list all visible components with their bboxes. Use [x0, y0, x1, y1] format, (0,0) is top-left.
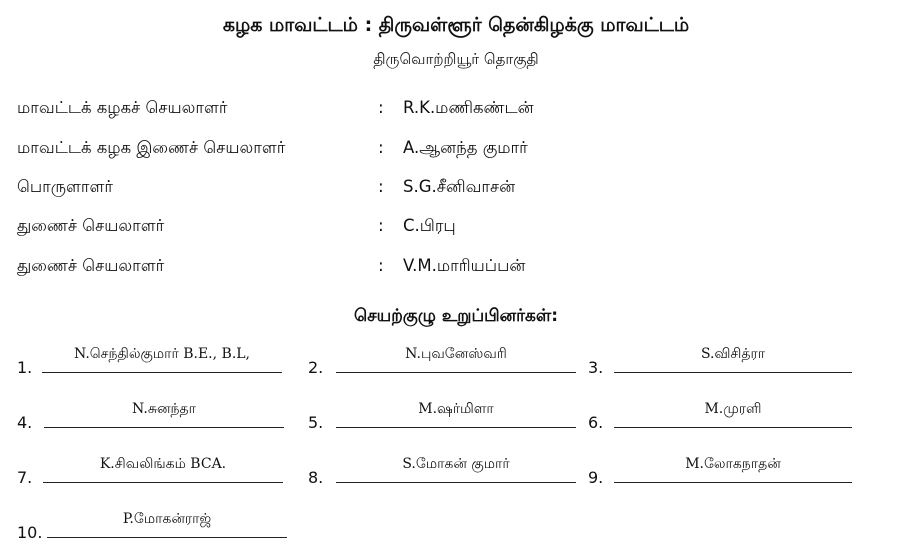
committee-member: [588, 398, 852, 432]
committee-member: [17, 508, 287, 542]
member-name-line: [43, 456, 283, 483]
member-number: 10.: [17, 523, 43, 542]
member-name: M.லோகநாதன்: [685, 456, 781, 472]
constituency-subtitle: திருவொற்றியூர் தொகுதி: [373, 50, 539, 68]
office-bearer-row: [17, 138, 897, 164]
office-bearer-colon: :: [378, 216, 384, 236]
committee-member: [17, 453, 283, 487]
member-name-line: [614, 456, 852, 483]
office-bearer-colon: :: [378, 138, 384, 158]
member-name-line: [47, 511, 287, 538]
member-name-line: [336, 456, 576, 483]
committee-member: [17, 398, 284, 432]
office-bearer-role: மாவட்டக் கழகச் செயலாளர்: [17, 98, 228, 117]
member-number: 4.: [17, 413, 33, 432]
office-bearer-row: [17, 216, 897, 242]
member-name: N.செந்தில்குமார் B.E., B.L,: [73, 346, 251, 362]
committee-member: [17, 343, 282, 377]
member-name-line: [614, 401, 852, 428]
committee-member: [588, 453, 852, 487]
member-name: N.புவனேஸ்வரி: [405, 346, 507, 362]
committee-member: [308, 453, 576, 487]
member-name-line: [44, 401, 284, 428]
office-bearer-name: S.G.சீனிவாசன்: [403, 177, 516, 196]
office-bearer-name: R.K.மணிகண்டன்: [403, 98, 534, 117]
member-number: 3.: [588, 358, 604, 377]
member-number: 8.: [308, 468, 324, 487]
member-name: M.ஷர்மிளா: [418, 401, 494, 417]
member-number: 7.: [17, 468, 33, 487]
office-bearer-role: மாவட்டக் கழக இணைச் செயலாளர்: [17, 138, 286, 157]
committee-members-heading: செயற்குழு உறுப்பினர்கள்:: [353, 306, 559, 326]
member-name-line: [42, 346, 282, 373]
member-number: 1.: [17, 358, 33, 377]
committee-member: [308, 343, 576, 377]
office-bearer-name: V.M.மாரியப்பன்: [403, 256, 526, 275]
member-number: 6.: [588, 413, 604, 432]
office-bearer-colon: :: [378, 256, 384, 276]
committee-member: [308, 398, 576, 432]
office-bearer-row: [17, 256, 897, 282]
member-name: S.விசித்ரா: [700, 346, 766, 362]
office-bearer-name: C.பிரபு: [403, 216, 456, 235]
office-bearer-colon: :: [378, 177, 384, 197]
district-title: கழக மாவட்டம் : திருவள்ளூர் தென்கிழக்கு மாவட்டம்: [222, 14, 690, 36]
member-name: K.சிவலிங்கம் BCA.: [99, 456, 227, 472]
member-name-line: [336, 346, 576, 373]
member-name: P.மோகன்ராஜ்: [122, 511, 212, 527]
office-bearer-role: பொருளாளர்: [17, 177, 114, 196]
member-name-line: [614, 346, 852, 373]
office-bearer-row: [17, 177, 897, 203]
member-name: S.மோகன் குமார்: [402, 456, 510, 472]
member-number: 5.: [308, 413, 324, 432]
office-bearer-name: A.ஆனந்த குமார்: [403, 138, 528, 157]
member-name: M.முரளி: [704, 401, 762, 417]
member-number: 2.: [308, 358, 324, 377]
office-bearer-colon: :: [378, 98, 384, 118]
committee-member: [588, 343, 852, 377]
office-bearer-row: [17, 98, 897, 124]
member-number: 9.: [588, 468, 604, 487]
office-bearer-role: துணைச் செயலாளர்: [17, 256, 165, 275]
member-name: N.சுனந்தா: [132, 401, 196, 417]
office-bearer-role: துணைச் செயலாளர்: [17, 216, 165, 235]
member-name-line: [336, 401, 576, 428]
